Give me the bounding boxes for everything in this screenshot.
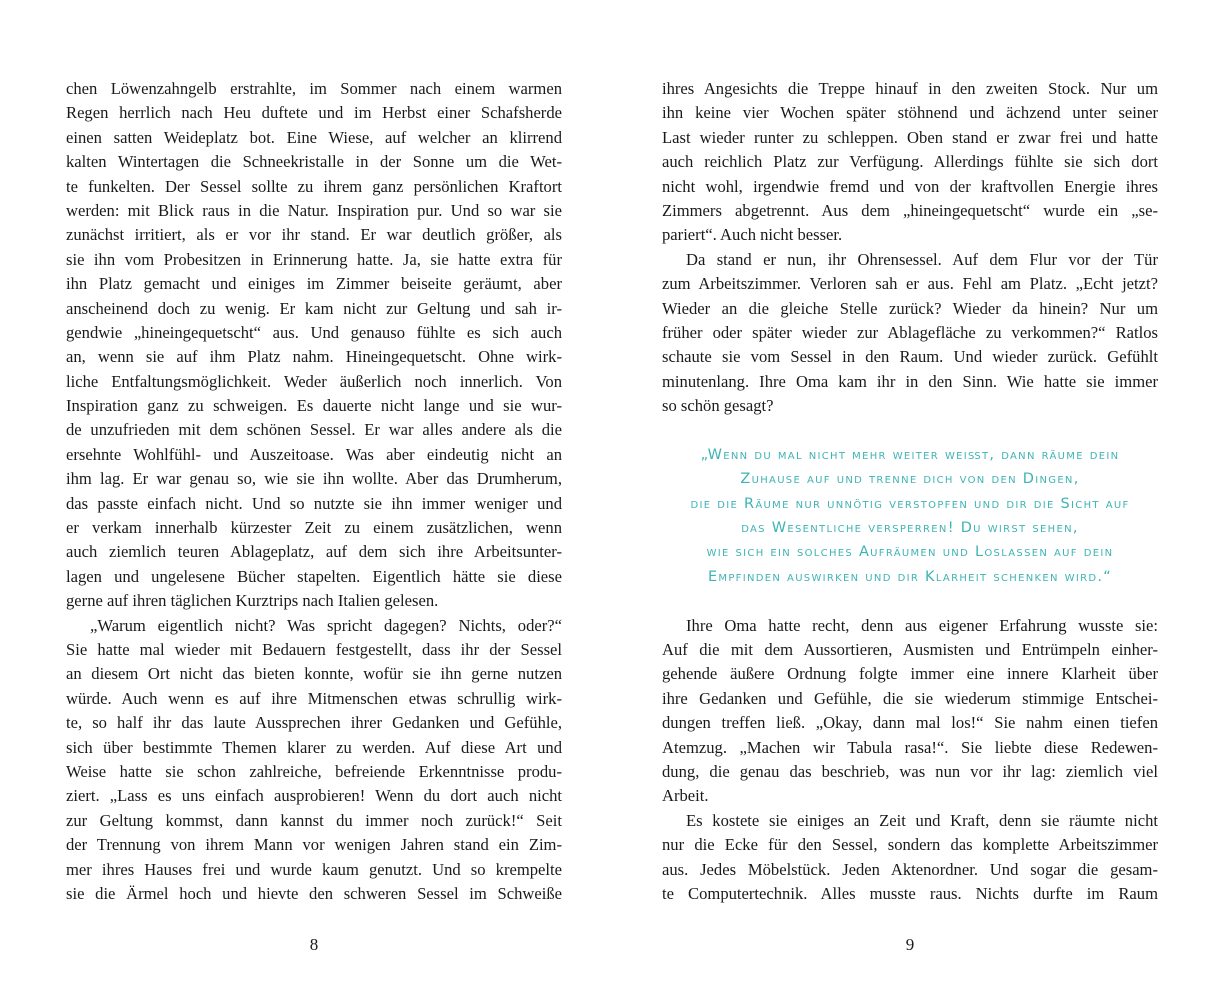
text-line: er verkam innerhalb kürzester Zeit zu einem zusätzlichen, wenn (66, 518, 562, 538)
text-line: Regen herrlich nach Heu duftete und im Herbst einer Schafsherde (66, 103, 562, 123)
text-line: liche Entfaltungsmöglichkeit. Weder äußerlich noch innerlich. Von (66, 371, 562, 391)
text-line: zur Geltung kommst, dann kannst du immer noch zurück!“ Seit (66, 810, 562, 830)
text-line: aus. Jedes Möbelstück. Jeden Aktenordner. Und sogar die gesam- (662, 859, 1158, 879)
text-line: nicht wohl, irgendwie fremd und von der kraftvollen Energie ihres (662, 176, 1158, 196)
spacer (662, 589, 1158, 613)
quote-line: die die Räume nur unnötig verstopfen und dir die Sicht auf (690, 495, 1130, 512)
text-line: ihn keine vier Wochen später stöhnend und ächzend unter seiner (662, 103, 1158, 123)
text-line: Wieder an die gleiche Stelle zurück? Wieder da hinein? Nur um (662, 298, 1158, 318)
text-line: ersehnte Wohlfühl- und Auszeitoase. Was aber eindeutig nicht an (66, 444, 562, 464)
text-line: te Computertechnik. Alles musste raus. Nichts durfte im Raum (662, 883, 1158, 903)
text-line: an diesem Ort nicht das bieten konnte, wofür sie ihn gerne nutzen (66, 664, 562, 684)
text-line: „Warum eigentlich nicht? Was spricht dagegen? Nichts, oder?“ (90, 615, 562, 635)
text-line: gendwie „hineingequetscht“ aus. Und genauso fühlte es sich auch (66, 322, 562, 342)
left-page-text (66, 77, 562, 906)
right-page-text (662, 77, 1158, 906)
text-line: sie die Ärmel hoch und hievte den schweren Sessel im Schweiße (66, 883, 562, 903)
text-line: auch ziemlich teuren Ablageplatz, auf dem sich ihre Arbeitsunter- (66, 542, 562, 562)
text-line: einen satten Weideplatz bot. Eine Wiese, auf welcher an klirrend (66, 127, 562, 147)
quote-line: Zuhause auf und trenne dich von den Dingen, (740, 471, 1080, 488)
text-line: te funkelten. Der Sessel sollte zu ihrem ganz persönlichen Kraftort (66, 176, 562, 196)
text-line: an, wenn sie auf ihm Platz nahm. Hineingequetscht. Ohne wirk- (66, 347, 562, 367)
quote-line: „Wenn du mal nicht mehr weiter weißt, dann räume dein (700, 446, 1120, 463)
text-line: ihn Platz gemacht und einiges im Zimmer beiseite geräumt, aber (66, 274, 562, 294)
text-line: lagen und ungelesene Bücher stapelten. Eigentlich hätte sie diese (66, 566, 562, 586)
text-line: mer ihres Hauses frei und wurde kaum genutzt. Und so krempelte (66, 859, 562, 879)
text-line: te, so half ihr das laute Aussprechen ihrer Gedanken und Gefühle, (66, 713, 562, 733)
text-line: Inspiration ganz zu schweigen. Es dauerte nicht lange und sie wur- (66, 396, 562, 416)
text-line: anscheinend doch zu wenig. Er kam nicht zur Geltung und sah ir- (66, 298, 562, 318)
right-page (662, 0, 1158, 1000)
left-page (66, 0, 562, 1000)
text-line: nur die Ecke für den Sessel, sondern das komplette Arbeitszimmer (662, 835, 1158, 855)
text-line: Es kostete sie einiges an Zeit und Kraft, denn sie räumte nicht (686, 810, 1158, 830)
text-line: Arbeit. (662, 786, 709, 806)
text-line: ihm lag. Er war genau so, wie sie ihn wollte. Aber das Drumherum, (66, 469, 562, 489)
text-line: ihres Angesichts die Treppe hinauf in den zweiten Stock. Nur um (662, 79, 1158, 98)
text-line: früher oder später wieder zur Ablagefläche zu verkommen?“ Ratlos (662, 322, 1158, 342)
text-line: so schön gesagt? (662, 396, 774, 416)
text-line: Sie hatte mal wieder mit Bedauern festgestellt, dass ihr der Sessel (66, 639, 562, 659)
text-line: minutenlang. Ihre Oma kam ihr in den Sinn. Wie hatte sie immer (662, 371, 1158, 391)
page-number: 9 (905, 935, 915, 954)
pull-quote (662, 443, 1158, 589)
text-line: das passte einfach nicht. Und so nutzte sie ihn immer weniger und (66, 493, 562, 513)
text-line: kalten Wintertagen die Schneekristalle in der Sonne um die Wet- (66, 152, 562, 172)
text-line: gehende äußere Ordnung folgte immer eine innere Klarheit über (662, 664, 1158, 684)
text-line: ziert. „Lass es uns einfach ausprobieren! Wenn du dort auch nicht (66, 786, 562, 806)
text-line: de unzufrieden mit dem schönen Sessel. Er war alles andere als die (66, 420, 562, 440)
text-line: ihre Gedanken und Gefühle, die sie wiederum stimmige Entschei- (662, 688, 1158, 708)
text-line: schaute sie vom Sessel in den Raum. Und wieder zurück. Gefühlt (662, 347, 1158, 367)
text-line: Last wieder runter zu schleppen. Oben stand er zwar frei und hatte (662, 127, 1158, 147)
text-line: gerne auf ihren täglichen Kurztrips nach Italien gelesen. (66, 591, 439, 611)
text-line: auch reichlich Platz zur Verfügung. Allerdings fühlte sie sich dort (662, 152, 1158, 172)
text-line: sie ihn vom Probesitzen in Erinnerung hatte. Ja, sie hatte extra für (66, 249, 562, 269)
text-line: Da stand er nun, ihr Ohrensessel. Auf dem Flur vor der Tür (686, 249, 1158, 269)
text-line: Zimmers abgetrennt. Aus dem „hineingequetscht“ wurde ein „se- (662, 200, 1158, 220)
text-line: würde. Auch wenn es auf ihre Mitmenschen etwas schrullig wirk- (66, 688, 562, 708)
text-line: chen Löwenzahngelb erstrahlte, im Sommer nach einem warmen (66, 79, 562, 98)
quote-line: das Wesentliche versperren! Du wirst sehen, (741, 520, 1079, 537)
text-line: Auf die mit dem Aussortieren, Ausmisten und Entrümpeln einher- (662, 639, 1158, 659)
text-line: dung, die genau das beschrieb, was nun vor ihr lag: ziemlich viel (662, 761, 1158, 781)
text-line: pariert“. Auch nicht besser. (662, 225, 843, 245)
page-number: 8 (309, 935, 319, 954)
text-line: Ihre Oma hatte recht, denn aus eigener Erfahrung wusste sie: (686, 615, 1158, 635)
text-line: Atemzug. „Machen wir Tabula rasa!“. Sie liebte diese Redewen- (662, 737, 1158, 757)
text-line: sich über bestimmte Themen klarer zu werden. Auf diese Art und (66, 737, 562, 757)
text-line: dungen treffen ließ. „Okay, dann mal los!“ Sie nahm einen tiefen (662, 713, 1158, 733)
text-line: werden: mit Blick raus in die Natur. Inspiration pur. Und so war sie (66, 200, 562, 220)
text-line: zum Arbeitszimmer. Verloren sah er aus. Fehl am Platz. „Echt jetzt? (662, 274, 1158, 294)
text-line: Weise hatte sie schon zahlreiche, befreiende Erkenntnisse produ- (66, 761, 562, 781)
quote-line: Empfinden auswirken und dir Klarheit schenken wird.“ (707, 568, 1113, 585)
quote-line: wie sich ein solches Aufräumen und Loslassen auf dein (706, 544, 1114, 561)
spacer (662, 418, 1158, 442)
text-line: zunächst irritiert, als er vor ihr stand. Er war deutlich größer, als (66, 225, 562, 245)
text-line: der Trennung von ihrem Mann vor wenigen Jahren stand ein Zim- (66, 835, 562, 855)
